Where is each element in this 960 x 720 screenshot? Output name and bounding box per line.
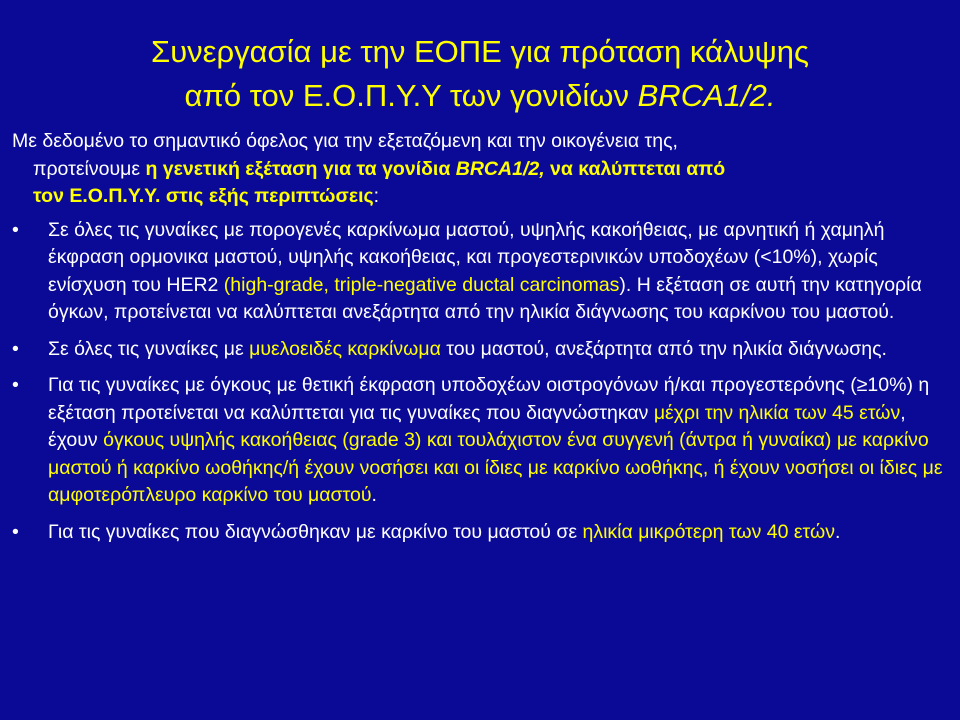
intro-text: προτείνουμε bbox=[33, 157, 146, 180]
item-highlight: μυελοειδές καρκίνωμα bbox=[249, 337, 441, 360]
list-item bbox=[12, 519, 952, 547]
list-item bbox=[12, 217, 952, 327]
intro-continuation bbox=[12, 156, 952, 211]
item-text: , έχουν bbox=[48, 401, 906, 451]
item-highlight: (high-grade, triple-negative ductal carcinomas bbox=[223, 273, 620, 296]
bullet-icon: • bbox=[12, 520, 19, 543]
item-text: . bbox=[371, 484, 377, 506]
intro-line-1: Με δεδομένο το σημαντικό όφελος για την εξεταζόμενη και την οικογένεια της, bbox=[12, 130, 678, 152]
bullet-icon: • bbox=[12, 218, 19, 241]
slide-title bbox=[0, 30, 960, 118]
item-text: Σε όλες τις γυναίκες με bbox=[48, 337, 250, 360]
title-line-1: Συνεργασία με την ΕΟΠΕ για πρόταση κάλυψης bbox=[151, 34, 809, 69]
title-line-2-text: από τον Ε.Ο.Π.Υ.Υ των γονιδίων bbox=[184, 78, 638, 113]
title-line-2 bbox=[0, 74, 960, 118]
item-text: Για τις γυναίκες με όγκους με θετική έκφραση υποδοχέων οιστρογόνων ή/και προγεστερόνης (≥10%) η εξέταση προτείνεται να καλύπτεται για τις γυναίκες που διαγνώστηκαν bbox=[48, 374, 930, 424]
list-item bbox=[12, 372, 952, 510]
intro-paragraph bbox=[12, 128, 952, 211]
item-highlight: μέχρι την ηλικία των 45 ετών bbox=[653, 401, 901, 424]
item-highlight: ηλικία μικρότερη των 40 ετών bbox=[582, 520, 835, 543]
list-item bbox=[12, 336, 952, 364]
slide-body bbox=[12, 128, 952, 555]
intro-highlight-gene: BRCA1/2, bbox=[455, 157, 545, 180]
intro-highlight-a: η γενετική εξέταση για τα γονίδια bbox=[145, 157, 456, 180]
item-text: του μαστού, ανεξάρτητα από την ηλικία διάγνωσης. bbox=[440, 337, 887, 360]
title-gene-name: BRCA1/2. bbox=[637, 78, 776, 113]
item-text: Για τις γυναίκες που διαγνώσθηκαν με καρκίνο του μαστού σε bbox=[48, 520, 583, 543]
bullet-icon: • bbox=[12, 337, 19, 360]
intro-colon: : bbox=[373, 185, 380, 207]
criteria-list bbox=[12, 217, 952, 547]
item-text: . bbox=[834, 520, 841, 543]
item-text: Σε όλες τις γυναίκες με πορογενές καρκίνωμα μαστού, υψηλής κακοήθειας, με αρνητική ή χαμηλή έκφραση ορμονικα μαστού, υψηλής κακοήθειας, και προγεστερινικών υποδοχέων (<10%), χωρίς ενίσχυση του HER2 bbox=[48, 218, 885, 296]
item-highlight: όγκους υψηλής κακοήθειας (grade 3) και τουλάχιστον ένα συγγενή (άντρα ή γυναίκα) με καρκίνο μαστού ή καρκίνο ωοθήκης/ή έχουν νοσήσει και οι ίδιες με καρκίνο ωοθήκης, ή έχουν νοσήσει οι ίδιες με αμφοτερόπλευρο καρκίνο του μαστού bbox=[48, 429, 943, 506]
intro-highlight-c: τον Ε.Ο.Π.Υ.Υ. στις εξής περιπτώσεις bbox=[33, 185, 374, 207]
bullet-icon: • bbox=[12, 374, 19, 396]
intro-highlight-b: να καλύπτεται από bbox=[544, 157, 726, 180]
item-text: ). Η εξέταση σε αυτή την κατηγορία όγκων, προτείνεται να καλύπτεται ανεξάρτητα από την ηλικία διάγνωσης του καρκίνου του μαστού. bbox=[48, 273, 922, 323]
